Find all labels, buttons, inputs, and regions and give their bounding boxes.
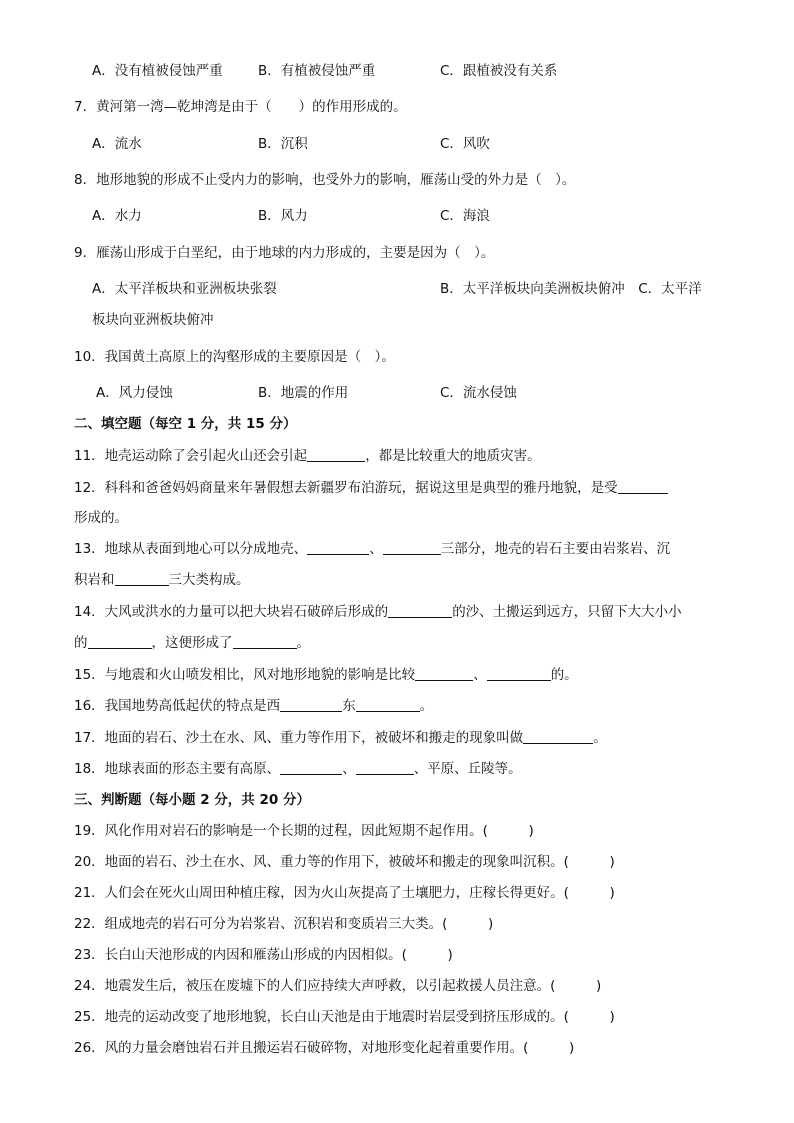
- q13-blank-1[interactable]: [307, 540, 369, 555]
- q7-option-b: B．沉积: [258, 136, 308, 152]
- q16: 16．我国地势高低起伏的特点是西 东 。: [74, 698, 434, 714]
- q14-blank-1[interactable]: [388, 603, 452, 618]
- q18-blank-1[interactable]: [280, 760, 342, 775]
- q6-option-a: A．没有植被侵蚀严重: [92, 63, 223, 79]
- q12-line2: 形成的。: [74, 510, 128, 526]
- q16-blank-2[interactable]: [356, 697, 420, 712]
- q8-text: 8．地形地貌的形成不止受内力的影响，也受外力的影响，雁荡山受的外力是（ ）。: [74, 172, 576, 188]
- q8-option-b: B．风力: [258, 208, 308, 224]
- q7-text: 7．黄河第一湾—乾坤湾是由于（ ）的作用形成的。: [74, 99, 407, 115]
- q10-option-c: C．流水侵蚀: [440, 385, 517, 401]
- q10-option-b: B．地震的作用: [258, 385, 349, 401]
- q17: 17．地面的岩石、沙土在水、风、重力等作用下，被破坏和搬走的现象叫做 。: [74, 730, 607, 746]
- q17-blank[interactable]: [523, 729, 593, 744]
- judge-item-23: 23．长白山天池形成的内因和雁荡山形成的内因相似。( ): [74, 947, 453, 963]
- q10-option-a: A．风力侵蚀: [96, 385, 173, 401]
- judge-item-24: 24．地震发生后，被压在废墟下的人们应持续大声呼救，以引起救援人员注意。( ): [74, 978, 602, 994]
- section-fill-in-title: 二、填空题（每空 1 分，共 15 分）: [74, 416, 297, 432]
- q7-option-a: A．流水: [92, 136, 142, 152]
- q14-blank-3[interactable]: [233, 634, 297, 649]
- q12-blank[interactable]: [618, 479, 668, 494]
- judge-item-19: 19．风化作用对岩石的影响是一个长期的过程，因此短期不起作用。( ): [74, 823, 534, 839]
- q6-option-c: C．跟植被没有关系: [440, 63, 558, 79]
- q15: 15．与地震和火山喷发相比，风对地形地貌的影响是比较 、 的。: [74, 667, 578, 683]
- q10-text: 10．我国黄土高原上的沟壑形成的主要原因是（ ）。: [74, 349, 395, 365]
- q11-blank[interactable]: [307, 447, 365, 462]
- section-true-false-title: 三、判断题（每小题 2 分，共 20 分）: [74, 792, 310, 808]
- q16-blank-1[interactable]: [280, 697, 342, 712]
- judge-item-25: 25．地壳的运动改变了地形地貌，长白山天池是由于地震时岩层受到挤压形成的。( ): [74, 1009, 615, 1025]
- q15-blank-2[interactable]: [487, 666, 551, 681]
- q8-option-c: C．海浪: [440, 208, 490, 224]
- q6-option-b: B．有植被侵蚀严重: [258, 63, 376, 79]
- q8-option-a: A．水力: [92, 208, 142, 224]
- q14-blank-2[interactable]: [88, 634, 152, 649]
- q13-blank-2[interactable]: [383, 540, 441, 555]
- judge-item-20: 20．地面的岩石、沙土在水、风、重力等的作用下，被破坏和搬走的现象叫沉积。( ): [74, 854, 615, 870]
- q14-line1: 14．大风或洪水的力量可以把大块岩石破碎后形成的 的沙、土搬运到远方，只留下大大小小: [74, 604, 682, 620]
- judge-item-21: 21．人们会在死火山周田种植庄稼，因为火山灰提高了土壤肥力，庄稼长得更好。( ): [74, 885, 615, 901]
- q18-blank-2[interactable]: [356, 760, 414, 775]
- q9-text: 9．雁荡山形成于白垩纪，由于地球的内力形成的，主要是因为（ ）。: [74, 245, 495, 261]
- q18: 18．地球表面的形态主要有高原、 、 、平原、丘陵等。: [74, 761, 522, 777]
- judge-item-26: 26．风的力量会磨蚀岩石并且搬运岩石破碎物，对地形变化起着重要作用。( ): [74, 1040, 575, 1056]
- q13-blank-3[interactable]: [115, 571, 169, 586]
- q9-option-a: A．太平洋板块和亚洲板块张裂: [92, 281, 277, 297]
- q15-blank-1[interactable]: [415, 666, 473, 681]
- q14-line2: 的 ，这便形成了 。: [74, 635, 310, 651]
- q13-line1: 13．地球从表面到地心可以分成地壳、 、 三部分，地壳的岩石主要由岩浆岩、沉: [74, 541, 671, 557]
- q7-option-c: C．风吹: [440, 136, 490, 152]
- q9-option-bc: B．太平洋板块向美洲板块俯冲 C．太平洋: [440, 281, 702, 297]
- q11: 11．地壳运动除了会引起火山还会引起 ，都是比较重大的地质灾害。: [74, 448, 541, 464]
- q13-line2: 积岩和 三大类构成。: [74, 572, 250, 588]
- q9-option-c-continued: 板块向亚洲板块俯冲: [92, 312, 214, 328]
- judge-item-22: 22．组成地壳的岩石可分为岩浆岩、沉积岩和变质岩三大类。( ): [74, 916, 494, 932]
- q12-line1: 12．科科和爸爸妈妈商量来年暑假想去新疆罗布泊游玩，据说这里是典型的雅丹地貌，是受: [74, 479, 668, 497]
